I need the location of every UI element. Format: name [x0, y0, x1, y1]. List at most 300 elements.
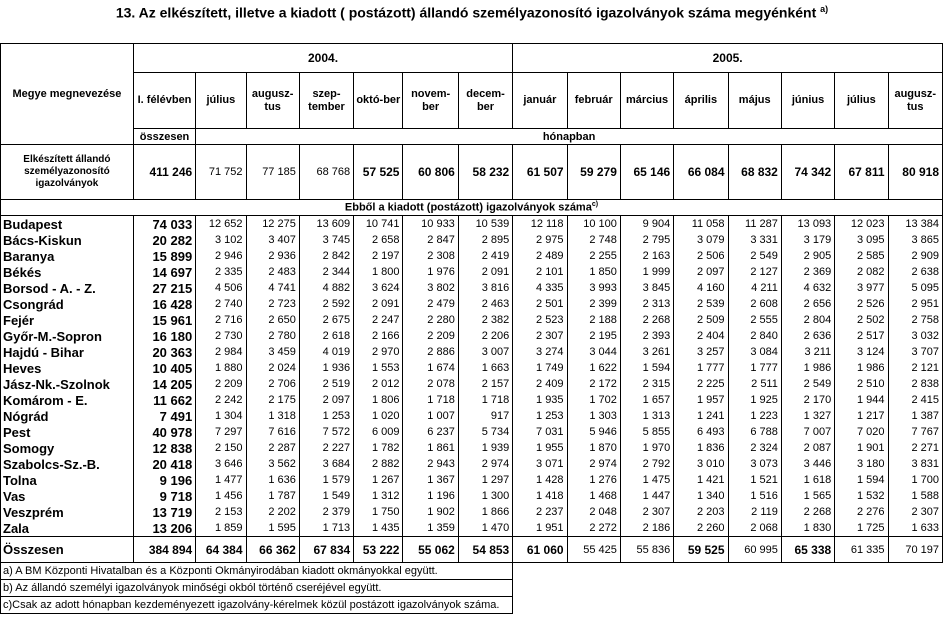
cell-value: 1 618 [781, 472, 834, 488]
cell-value: 1 340 [674, 488, 728, 504]
cell-value: 2 463 [458, 296, 512, 312]
cell-value: 1 456 [196, 488, 246, 504]
cell-value: 1 806 [354, 392, 403, 408]
cell-value: 1 970 [620, 440, 673, 456]
cell-value: 5 946 [567, 424, 620, 440]
cell-value: 2 549 [781, 376, 834, 392]
cell-value: 2 344 [299, 264, 353, 280]
footnote-blank [513, 563, 943, 580]
cell-value: 2 369 [781, 264, 834, 280]
cell-value: 2 379 [299, 504, 353, 520]
cell-value: 2 172 [567, 376, 620, 392]
county-name: Pest [1, 424, 134, 440]
cell-value: 2 636 [781, 328, 834, 344]
cell-value: 3 446 [781, 456, 834, 472]
total-value: 61 335 [835, 537, 888, 563]
cell-value: 1 267 [354, 472, 403, 488]
cell-value: 917 [458, 408, 512, 424]
month-2004-header: októ-ber [354, 73, 403, 129]
cell-value: 20 418 [133, 456, 195, 472]
table-row [1, 264, 943, 280]
cell-value: 1 253 [299, 408, 353, 424]
cell-value: 1 800 [354, 264, 403, 280]
cell-value: 3 865 [888, 232, 942, 248]
cell-value: 4 211 [728, 280, 781, 296]
cell-value: 2 268 [781, 504, 834, 520]
cell-value: 3 124 [835, 344, 888, 360]
cell-value: 2 974 [458, 456, 512, 472]
cell-value: 13 384 [888, 216, 942, 233]
cell-value: 2 895 [458, 232, 512, 248]
cell-value: 2 272 [567, 520, 620, 537]
cell-value: 1 976 [403, 264, 458, 280]
cell-value: 7 297 [196, 424, 246, 440]
cell-value: 2 510 [835, 376, 888, 392]
cell-value: 2 795 [620, 232, 673, 248]
cell-value: 2 483 [246, 264, 299, 280]
cell-value: 9 718 [133, 488, 195, 504]
county-name: Budapest [1, 216, 134, 233]
cell-value: 3 102 [196, 232, 246, 248]
cell-value: 5 855 [620, 424, 673, 440]
cell-value: 12 838 [133, 440, 195, 456]
cell-value: 2 842 [299, 248, 353, 264]
elkeszitett-value: 60 806 [403, 145, 458, 200]
cell-value: 3 407 [246, 232, 299, 248]
total-value: 55 425 [567, 537, 620, 563]
cell-value: 2 723 [246, 296, 299, 312]
cell-value: 2 307 [513, 328, 567, 344]
cell-value: 3 331 [728, 232, 781, 248]
cell-value: 15 899 [133, 248, 195, 264]
cell-value: 4 506 [196, 280, 246, 296]
cell-value: 1 700 [888, 472, 942, 488]
cell-value: 1 241 [674, 408, 728, 424]
cell-value: 2 078 [403, 376, 458, 392]
cell-value: 4 019 [299, 344, 353, 360]
total-value: 55 836 [620, 537, 673, 563]
cell-value: 1 663 [458, 360, 512, 376]
ebbol-label: Ebből a kiadott (postázott) igazolványok száma$^{c)}$ [1, 200, 943, 216]
elkeszitett-value: 411 246 [133, 145, 195, 200]
cell-value: 4 160 [674, 280, 728, 296]
table-row [1, 488, 943, 504]
month-2005-header: május [728, 73, 781, 129]
month-2004-header: szep-tember [299, 73, 353, 129]
cell-value: 1 318 [246, 408, 299, 424]
cell-value: 3 084 [728, 344, 781, 360]
cell-value: 1 936 [299, 360, 353, 376]
cell-value: 2 225 [674, 376, 728, 392]
cell-value: 1 951 [513, 520, 567, 537]
cell-value: 1 787 [246, 488, 299, 504]
cell-value: 3 261 [620, 344, 673, 360]
cell-value: 2 335 [196, 264, 246, 280]
cell-value: 1 475 [620, 472, 673, 488]
cell-value: 12 652 [196, 216, 246, 233]
cell-value: 3 624 [354, 280, 403, 296]
total-value: 59 525 [674, 537, 728, 563]
total-value: 66 362 [246, 537, 299, 563]
cell-value: 2 202 [246, 504, 299, 520]
cell-value: 3 180 [835, 456, 888, 472]
cell-value: 2 195 [567, 328, 620, 344]
cell-value: 13 206 [133, 520, 195, 537]
county-name: Somogy [1, 440, 134, 456]
cell-value: 1 636 [246, 472, 299, 488]
cell-value: 10 741 [354, 216, 403, 233]
cell-value: 12 118 [513, 216, 567, 233]
cell-value: 9 904 [620, 216, 673, 233]
cell-value: 2 024 [246, 360, 299, 376]
cell-value: 1 312 [354, 488, 403, 504]
cell-value: 1 367 [403, 472, 458, 488]
cell-value: 1 477 [196, 472, 246, 488]
month-2005-header: március [620, 73, 673, 129]
cell-value: 3 831 [888, 456, 942, 472]
elkeszitett-value: 80 918 [888, 145, 942, 200]
cell-value: 40 978 [133, 424, 195, 440]
cell-value: 2 091 [458, 264, 512, 280]
cell-value: 3 211 [781, 344, 834, 360]
county-name: Bács-Kiskun [1, 232, 134, 248]
cell-value: 3 010 [674, 456, 728, 472]
cell-value: 2 048 [567, 504, 620, 520]
cell-value: 4 632 [781, 280, 834, 296]
cell-value: 7 616 [246, 424, 299, 440]
cell-value: 2 675 [299, 312, 353, 328]
cell-value: 7 007 [781, 424, 834, 440]
month-2005-header: január [513, 73, 567, 129]
cell-value: 4 335 [513, 280, 567, 296]
cell-value: 2 792 [620, 456, 673, 472]
cell-value: 1 850 [567, 264, 620, 280]
cell-value: 1 986 [781, 360, 834, 376]
osszesen-label: összesen [133, 129, 195, 145]
cell-value: 2 242 [196, 392, 246, 408]
cell-value: 2 276 [835, 504, 888, 520]
cell-value: 3 079 [674, 232, 728, 248]
cell-value: 2 307 [620, 504, 673, 520]
cell-value: 3 646 [196, 456, 246, 472]
cell-value: 3 816 [458, 280, 512, 296]
cell-value: 2 489 [513, 248, 567, 264]
elkeszitett-row [1, 145, 943, 200]
cell-value: 20 282 [133, 232, 195, 248]
cell-value: 2 188 [567, 312, 620, 328]
cell-value: 1 588 [888, 488, 942, 504]
cell-value: 2 539 [674, 296, 728, 312]
cell-value: 1 565 [781, 488, 834, 504]
cell-value: 3 095 [835, 232, 888, 248]
table-row [1, 424, 943, 440]
cell-value: 1 725 [835, 520, 888, 537]
cell-value: 2 097 [674, 264, 728, 280]
cell-value: 2 716 [196, 312, 246, 328]
cell-value: 2 517 [835, 328, 888, 344]
cell-value: 2 097 [299, 392, 353, 408]
cell-value: 2 506 [674, 248, 728, 264]
cell-value: 1 579 [299, 472, 353, 488]
cell-value: 3 071 [513, 456, 567, 472]
footnote-row [1, 563, 943, 580]
cell-value: 2 650 [246, 312, 299, 328]
cell-value: 1 468 [567, 488, 620, 504]
cell-value: 16 428 [133, 296, 195, 312]
cell-value: 15 961 [133, 312, 195, 328]
cell-value: 2 382 [458, 312, 512, 328]
table-row [1, 344, 943, 360]
county-column-header: Megye megnevezése [1, 44, 134, 145]
cell-value: 11 287 [728, 216, 781, 233]
cell-value: 27 215 [133, 280, 195, 296]
total-value: 54 853 [458, 537, 512, 563]
cell-value: 2 166 [354, 328, 403, 344]
cell-value: 2 313 [620, 296, 673, 312]
cell-value: 2 748 [567, 232, 620, 248]
county-name: Tolna [1, 472, 134, 488]
cell-value: 1 935 [513, 392, 567, 408]
cell-value: 2 502 [835, 312, 888, 328]
cell-value: 2 974 [567, 456, 620, 472]
elkeszitett-value: 58 232 [458, 145, 512, 200]
cell-value: 1 418 [513, 488, 567, 504]
month-2005-header: április [674, 73, 728, 129]
cell-value: 2 271 [888, 440, 942, 456]
cell-value: 14 205 [133, 376, 195, 392]
cell-value: 2 501 [513, 296, 567, 312]
cell-value: 2 315 [620, 376, 673, 392]
cell-value: 2 127 [728, 264, 781, 280]
cell-value: 11 662 [133, 392, 195, 408]
table-row [1, 280, 943, 296]
elkeszitett-value: 57 525 [354, 145, 403, 200]
cell-value: 2 905 [781, 248, 834, 264]
cell-value: 2 260 [674, 520, 728, 537]
cell-value: 1 253 [513, 408, 567, 424]
cell-value: 2 091 [354, 296, 403, 312]
cell-value: 1 007 [403, 408, 458, 424]
county-name: Zala [1, 520, 134, 537]
cell-value: 2 656 [781, 296, 834, 312]
cell-value: 3 073 [728, 456, 781, 472]
cell-value: 1 859 [196, 520, 246, 537]
footnote-text: a) A BM Központi Hivatalban és a Központi Okmányirodában kiadott okmányokkal együtt. [1, 563, 513, 580]
cell-value: 2 419 [458, 248, 512, 264]
county-name: Komárom - E. [1, 392, 134, 408]
cell-value: 2 087 [781, 440, 834, 456]
cell-value: 1 866 [458, 504, 512, 520]
total-value: 60 995 [728, 537, 781, 563]
month-2004-header: július [196, 73, 246, 129]
cell-value: 2 393 [620, 328, 673, 344]
cell-value: 1 777 [728, 360, 781, 376]
cell-value: 2 740 [196, 296, 246, 312]
table-row [1, 472, 943, 488]
month-2004-header: decem-ber [458, 73, 512, 129]
cell-value: 1 702 [567, 392, 620, 408]
cell-value: 1 925 [728, 392, 781, 408]
cell-value: 3 044 [567, 344, 620, 360]
cell-value: 2 608 [728, 296, 781, 312]
cell-value: 1 594 [620, 360, 673, 376]
month-2004-header: augusz-tus [246, 73, 299, 129]
county-name: Nógrád [1, 408, 134, 424]
cell-value: 1 020 [354, 408, 403, 424]
cell-value: 10 405 [133, 360, 195, 376]
cell-value: 2 101 [513, 264, 567, 280]
cell-value: 2 886 [403, 344, 458, 360]
total-value: 55 062 [403, 537, 458, 563]
cell-value: 2 121 [888, 360, 942, 376]
table-row [1, 376, 943, 392]
cell-value: 2 186 [620, 520, 673, 537]
cell-value: 2 203 [674, 504, 728, 520]
cell-value: 1 674 [403, 360, 458, 376]
sub-header-row [1, 129, 943, 145]
table-row [1, 392, 943, 408]
cell-value: 1 718 [458, 392, 512, 408]
month-header-row [1, 73, 943, 129]
cell-value: 1 657 [620, 392, 673, 408]
cell-value: 1 836 [674, 440, 728, 456]
cell-value: 1 447 [620, 488, 673, 504]
cell-value: 3 562 [246, 456, 299, 472]
cell-value: 1 421 [674, 472, 728, 488]
cell-value: 1 713 [299, 520, 353, 537]
cell-value: 1 217 [835, 408, 888, 424]
cell-value: 2 970 [354, 344, 403, 360]
county-name: Vas [1, 488, 134, 504]
total-row [1, 537, 943, 563]
cell-value: 11 058 [674, 216, 728, 233]
elkeszitett-value: 59 279 [567, 145, 620, 200]
footnote-blank [513, 580, 943, 597]
cell-value: 1 749 [513, 360, 567, 376]
cell-value: 1 223 [728, 408, 781, 424]
cell-value: 1 999 [620, 264, 673, 280]
cell-value: 2 163 [620, 248, 673, 264]
month-2004-header: novem-ber [403, 73, 458, 129]
cell-value: 1 387 [888, 408, 942, 424]
cell-value: 2 150 [196, 440, 246, 456]
table-row [1, 360, 943, 376]
county-name: Fejér [1, 312, 134, 328]
cell-value: 6 788 [728, 424, 781, 440]
cell-value: 1 304 [196, 408, 246, 424]
cell-value: 6 009 [354, 424, 403, 440]
cell-value: 1 633 [888, 520, 942, 537]
cell-value: 2 247 [354, 312, 403, 328]
footnote-text: b) Az állandó személyi igazolványok minőségi okból történő cseréjével együtt. [1, 580, 513, 597]
county-name: Csongrád [1, 296, 134, 312]
cell-value: 2 526 [835, 296, 888, 312]
table-row [1, 456, 943, 472]
cell-value: 6 493 [674, 424, 728, 440]
cell-value: 1 594 [835, 472, 888, 488]
cell-value: 2 511 [728, 376, 781, 392]
table-row [1, 328, 943, 344]
honapban-label: hónapban [196, 129, 943, 145]
cell-value: 1 870 [567, 440, 620, 456]
county-name: Borsod - A. - Z. [1, 280, 134, 296]
cell-value: 2 119 [728, 504, 781, 520]
cell-value: 1 435 [354, 520, 403, 537]
county-name: Győr-M.-Sopron [1, 328, 134, 344]
cell-value: 1 549 [299, 488, 353, 504]
cell-value: 7 020 [835, 424, 888, 440]
cell-value: 1 944 [835, 392, 888, 408]
cell-value: 2 943 [403, 456, 458, 472]
cell-value: 3 745 [299, 232, 353, 248]
cell-value: 1 297 [458, 472, 512, 488]
cell-value: 2 840 [728, 328, 781, 344]
table-row [1, 232, 943, 248]
cell-value: 2 592 [299, 296, 353, 312]
cell-value: 1 553 [354, 360, 403, 376]
cell-value: 10 933 [403, 216, 458, 233]
table-row [1, 408, 943, 424]
county-name: Hajdú - Bihar [1, 344, 134, 360]
footnote-text: c)Csak az adott hónapban kezdeményezett igazolvány-kérelmek közül postázott igazolványok száma. [1, 597, 513, 614]
cell-value: 2 227 [299, 440, 353, 456]
cell-value: 2 946 [196, 248, 246, 264]
cell-value: 2 206 [458, 328, 512, 344]
cell-value: 1 777 [674, 360, 728, 376]
cell-value: 2 555 [728, 312, 781, 328]
cell-value: 1 313 [620, 408, 673, 424]
cell-value: 3 707 [888, 344, 942, 360]
elkeszitett-value: 77 185 [246, 145, 299, 200]
title-note: a) [820, 4, 829, 14]
total-value: 64 384 [196, 537, 246, 563]
cell-value: 2 068 [728, 520, 781, 537]
cell-value: 2 975 [513, 232, 567, 248]
cell-value: 2 479 [403, 296, 458, 312]
cell-value: 3 845 [620, 280, 673, 296]
cell-value: 2 082 [835, 264, 888, 280]
cell-value: 2 012 [354, 376, 403, 392]
cell-value: 10 100 [567, 216, 620, 233]
cell-value: 12 275 [246, 216, 299, 233]
cell-value: 2 209 [403, 328, 458, 344]
cell-value: 1 830 [781, 520, 834, 537]
cell-value: 2 730 [196, 328, 246, 344]
cell-value: 1 986 [835, 360, 888, 376]
cell-value: 2 523 [513, 312, 567, 328]
county-name: Szabolcs-Sz.-B. [1, 456, 134, 472]
cell-value: 2 951 [888, 296, 942, 312]
table-row [1, 216, 943, 233]
cell-value: 1 718 [403, 392, 458, 408]
cell-value: 20 363 [133, 344, 195, 360]
elkeszitett-value: 67 811 [835, 145, 888, 200]
cell-value: 3 802 [403, 280, 458, 296]
cell-value: 2 936 [246, 248, 299, 264]
cell-value: 3 179 [781, 232, 834, 248]
elkeszitett-value: 61 507 [513, 145, 567, 200]
cell-value: 2 170 [781, 392, 834, 408]
cell-value: 1 532 [835, 488, 888, 504]
cell-value: 2 209 [196, 376, 246, 392]
cell-value: 4 741 [246, 280, 299, 296]
cell-value: 2 780 [246, 328, 299, 344]
cell-value: 2 197 [354, 248, 403, 264]
cell-value: 1 428 [513, 472, 567, 488]
county-name: Baranya [1, 248, 134, 264]
cell-value: 1 782 [354, 440, 403, 456]
cell-value: 1 276 [567, 472, 620, 488]
